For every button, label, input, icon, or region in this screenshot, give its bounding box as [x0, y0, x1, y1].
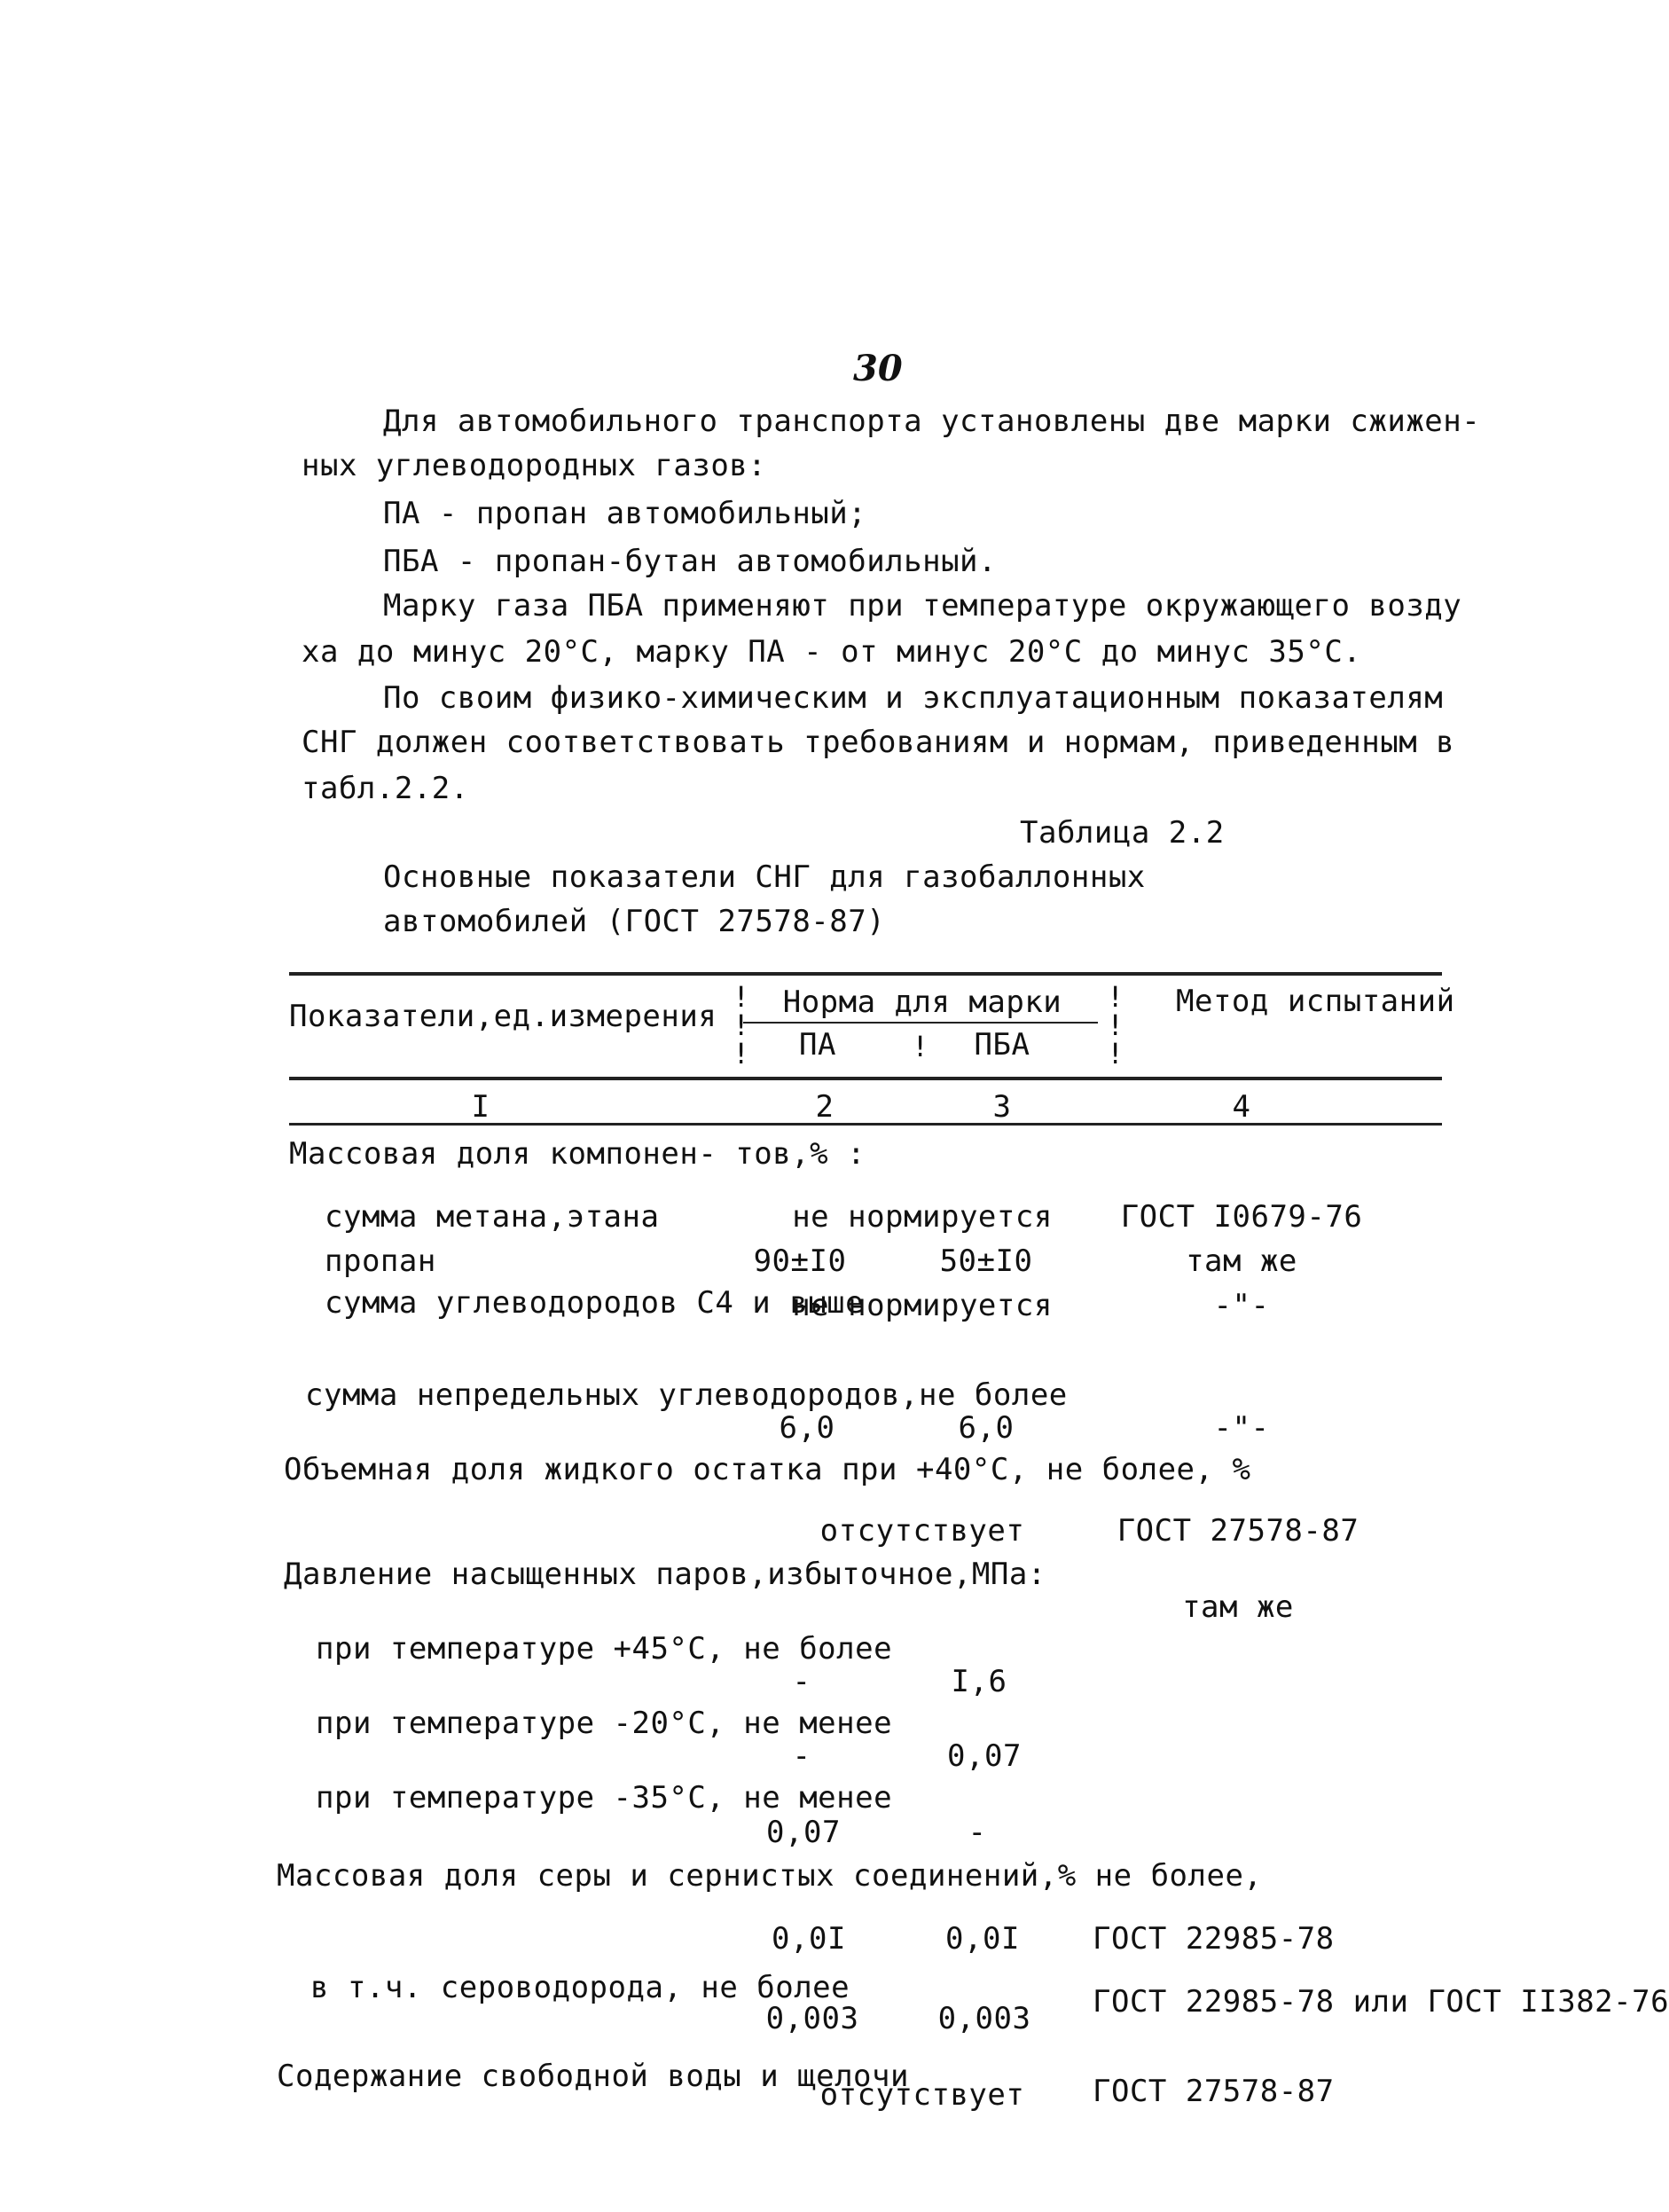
row-norm-merged: не нормируется	[792, 1288, 1053, 1323]
row-label: Содержание свободной воды и щелочи	[277, 2059, 909, 2094]
row-method: -"-	[1213, 1288, 1270, 1323]
header-norm: Норма для марки	[782, 984, 1062, 1020]
row-label: при температуре +45°С, не более	[316, 1631, 893, 1667]
row-value-pa: 0,003	[765, 2001, 859, 2036]
usage-line-2: ха до минус 20°С, марку ПА - от минус 20°С до минус 35°С.	[302, 634, 1362, 670]
row-value-pa: 6,0	[779, 1410, 835, 1446]
requirements-line-3: табл.2.2.	[302, 771, 469, 806]
header-pa: ПА	[799, 1027, 836, 1063]
row-value-pba: 0,07	[947, 1738, 1022, 1774]
row-value-pa: 90±I0	[753, 1243, 847, 1279]
row-value-pba: 50±I0	[939, 1243, 1033, 1279]
header-separator: !	[733, 980, 750, 1014]
header-separator: !	[1107, 980, 1124, 1014]
norm-header-underline	[743, 1022, 1098, 1024]
row-value-pba: 0,003	[937, 2001, 1031, 2036]
row-value-pba: 6,0	[958, 1410, 1015, 1446]
header-separator: !	[733, 1008, 750, 1042]
requirements-line-1: По своим физико-химическим и эксплуатационным показателям	[383, 680, 1444, 716]
table-number: Таблица 2.2	[1020, 815, 1225, 851]
table-title-line-2: автомобилей (ГОСТ 27578-87)	[383, 904, 886, 939]
row-label: пропан	[325, 1243, 436, 1279]
row-value-pa: 0,07	[766, 1815, 841, 1850]
column-number: 3	[992, 1089, 1012, 1125]
row-method: там же	[1186, 1243, 1297, 1279]
header-method: Метод испытаний	[1176, 984, 1455, 1019]
row-value-pa: -	[792, 1738, 811, 1774]
requirements-line-2: СНГ должен соответствовать требованиям и нормам, приведенным в	[302, 725, 1455, 760]
row-value-pba: I,6	[951, 1664, 1007, 1699]
row-label: Давление насыщенных паров,избыточное,МПа:	[284, 1557, 1046, 1592]
row-norm-merged: отсутствует	[819, 2077, 1025, 2113]
header-separator: !	[912, 1030, 929, 1063]
row-label: в т.ч. сероводорода, не более	[310, 1970, 850, 2005]
row-label: Объемная доля жидкого остатка при +40°С, не более, %	[284, 1452, 1251, 1487]
header-separator: !	[1107, 1037, 1124, 1071]
row-value-pa: 0,0I	[772, 1921, 846, 1957]
row-method: ГОСТ 22985-78	[1093, 1921, 1335, 1957]
intro-line-2: ных углеводородных газов:	[302, 448, 767, 483]
header-separator: !	[733, 1037, 750, 1071]
row-norm-merged: отсутствует	[819, 1513, 1025, 1549]
row-norm-merged: не нормируется	[792, 1199, 1053, 1235]
header-pba: ПБА	[974, 1027, 1030, 1063]
intro-line-1: Для автомобильного транспорта установлены две марки сжижен-	[383, 404, 1481, 439]
row-method: ГОСТ 22985-78 или ГОСТ II382-76	[1093, 1984, 1669, 2020]
header-indicator: Показатели,ед.измерения	[289, 999, 717, 1034]
row-method: ГОСТ 27578-87	[1093, 2074, 1335, 2109]
row-method: -"-	[1213, 1410, 1270, 1446]
usage-line-1: Марку газа ПБА применяют при температуре окружающего возду	[383, 588, 1462, 624]
row-method: ГОСТ I0679-76	[1120, 1199, 1363, 1235]
row-value-pa: -	[792, 1664, 811, 1699]
grade-pa: ПА - пропан автомобильный;	[383, 496, 867, 531]
row-label: Массовая доля компонен- тов,% :	[289, 1136, 866, 1172]
row-label: сумма углеводородов С4 и выше	[325, 1285, 865, 1321]
column-number: 4	[1232, 1089, 1251, 1125]
row-value-pba: -	[968, 1815, 987, 1850]
row-label: при температуре -20°С, не менее	[316, 1706, 893, 1741]
row-method: ГОСТ 27578-87	[1117, 1513, 1359, 1549]
row-method: там же	[1182, 1589, 1294, 1625]
table-title-line-1: Основные показатели СНГ для газобаллонных	[383, 859, 1146, 895]
row-value-pba: 0,0I	[945, 1921, 1020, 1957]
column-number: I	[471, 1089, 490, 1125]
header-separator: !	[1107, 1008, 1124, 1042]
page-number: 30	[853, 348, 903, 389]
header-bottom-rule	[289, 1077, 1442, 1080]
grade-pba: ПБА - пропан-бутан автомобильный.	[383, 544, 998, 579]
table-top-rule	[289, 972, 1442, 976]
row-label: при температуре -35°С, не менее	[316, 1780, 893, 1816]
column-numbers-rule	[289, 1123, 1442, 1126]
row-label: Массовая доля серы и сернистых соединений,% не более,	[277, 1858, 1263, 1894]
column-number: 2	[815, 1089, 834, 1125]
row-label: сумма метана,этана	[325, 1199, 660, 1235]
row-label: сумма непредельных углеводородов,не более	[305, 1377, 1068, 1413]
